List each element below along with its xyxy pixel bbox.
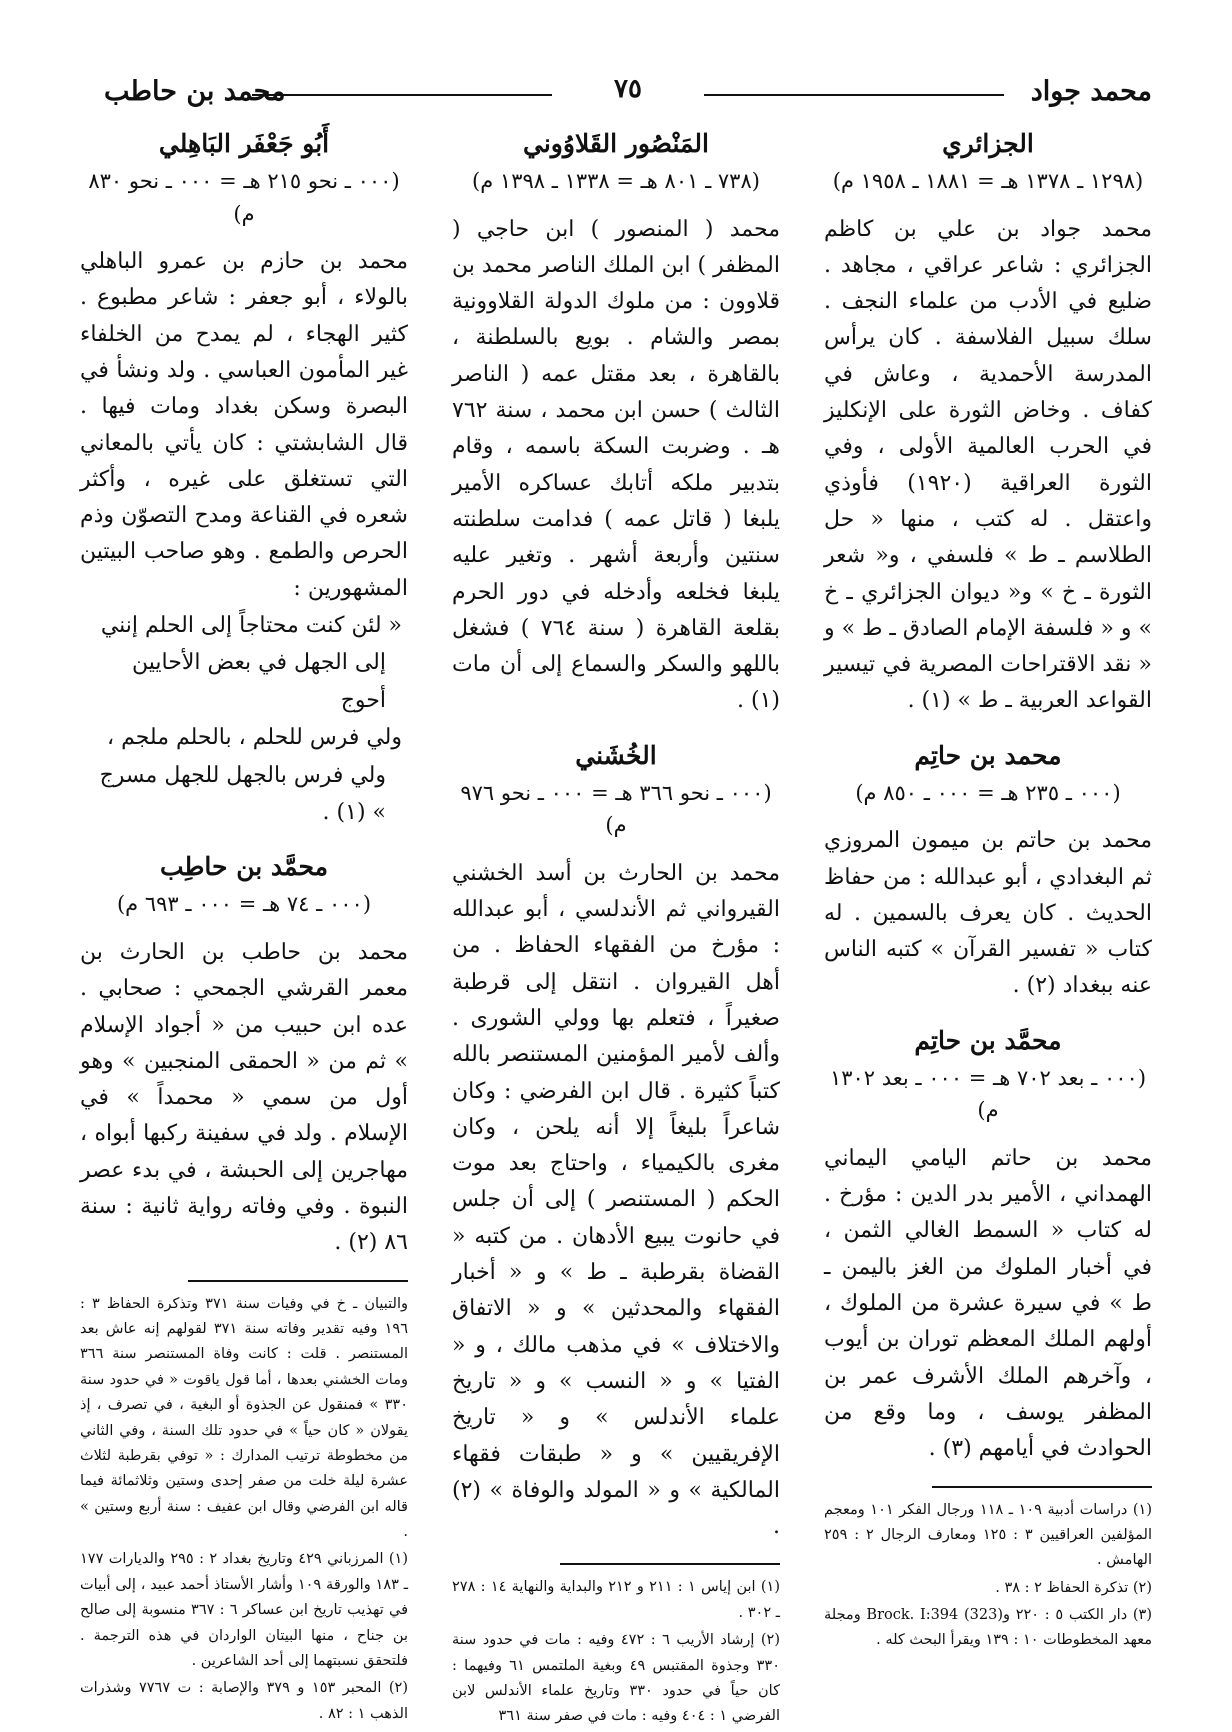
entry-dates: (٠٠٠ ـ ٢٣٥ هـ = ٠٠٠ ـ ٨٥٠ م) xyxy=(855,780,1121,805)
entry-mansur-qalawuni xyxy=(452,126,780,720)
column-left xyxy=(80,120,408,1729)
running-head-rule-right xyxy=(704,94,1004,96)
entry-ibn-hatim-marwazi xyxy=(824,738,1152,1005)
footnote: (٢) المحبر ١٥٣ و ٣٧٩ والإصابة : ت ٧٧٦٧ وشذرات الذهب ١ : ٨٢ . xyxy=(80,1680,408,1722)
verse-line: ولي فرس بالجهل للجهل مسرج » (١) . xyxy=(99,762,386,826)
entry-title: المَنْصُور القَلاوُوني xyxy=(523,129,709,158)
entry-khushani xyxy=(452,738,780,1546)
entry-title: محمد بن حاتِم xyxy=(914,740,1062,770)
entry-body: محمد ( المنصور ) ابن حاجي ( المظفر ) ابن الملك الناصر محمد بن قلاوون : من ملوك الدولة القلاوونية بمصر والشام . بويع بالسلطنة ، بالقاهرة ، بعد مقتل عمه ( الناصر الثالث ) حسن ابن محمد ، سنة ٧٦٢ هـ . وضربت السكة باسمه ، وقام بتدبير ملكه أتابك عساكره الأمير يلبغا ( قاتل عمه ) فدامت سلطنته سنتين وأربعة أشهر . وتغير عليه يلبغا فخلعه وأدخله في دور الحرم بقلعة القاهرة ( سنة ٧٦٤ ) فشغل باللهو والسكر والسماع إلى أن مات (١) . xyxy=(452,216,780,714)
entry-body: محمد بن حاتم اليامي اليماني الهمداني ، الأمير بدر الدين : مؤرخ . له كتاب « السمط الغالي الثمن ، في أخبار الملوك من الغز باليمن ـ ط » في سيرة عشرة من الملوك ، أولهم الملك المعظم توران بن أيوب ، وآخرهم الملك الأشرف عمر بن المظفر يوسف ، وما وقع من الحوادث في أيامهم (٣) . xyxy=(824,1145,1152,1462)
footnotes-middle xyxy=(452,1575,780,1729)
entry-dates: (٠٠٠ ـ نحو ٢١٥ هـ = ٠٠٠ ـ نحو ٨٣٠ م) xyxy=(88,169,400,226)
footnote: (١) ابن إياس ١ : ٢١١ و ٢١٢ والبداية والنهاية ١٤ : ٢٧٨ ـ ٣٠٢ . xyxy=(452,1579,780,1621)
footnote: والتبيان ـ خ في وفيات سنة ٣٧١ وتذكرة الحفاظ ٣ : ١٩٦ وفيه تقدير وفاته سنة ٣٧١ لقولهم إنه عاش بعد المستنصر . قلت : كانت وفاة المستنصر سنة ٣٦٦ ومات الخشني بعدها ، أما قول ياقوت « في حدود سنة ٣٣٠ » فمنقول عن الجذوة أو البغية ، في تصرف ، إذ يقولان « كان حياً » في حدود تلك السنة ، وفي الثاني من مخطوطة ترتيب المدارك : « توفي بقرطبة لثلاث عشرة ليلة خلت من صفر إحدى وستين وثلاثمائة فيما قاله ابن الفرضي وقال ابن عفيف : سنة أربع وستين » . xyxy=(80,1295,409,1540)
footnote: (١) المرزباني ٤٢٩ وتاريخ بغداد ٢ : ٢٩٥ والديارات ١٧٧ ـ ١٨٣ والورقة ١٠٩ وأشار الأستاذ أحمد عبيد ، إلى أبيات في تهذيب تاريخ ابن عساكر ٦ : ٣٦٧ منسوبة إلى صالح بن جناح ، منها البيتان الواردان في هذه الترجمة . فلتحقق نسبتهما إلى أحد الشاعرين . xyxy=(80,1551,408,1669)
entry-dates: (٠٠٠ ـ بعد ٧٠٢ هـ = ٠٠٠ ـ بعد ١٣٠٢ م) xyxy=(829,1065,1147,1123)
entry-body: محمد بن حاتم بن ميمون المروزي ثم البغدادي ، أبو عبدالله : من حفاظ الحديث . كان يعرف بالسمين . له كتاب « تفسير القرآن » كتبه الناس عنه ببغداد (٢) . xyxy=(824,828,1152,999)
verse-line: إلى الجهل في بعض الأحايين أحوج xyxy=(132,650,386,713)
entry-abu-jafar-bahili xyxy=(80,126,408,831)
entry-title: محمَّد بن حاطِب xyxy=(159,852,329,882)
running-head xyxy=(104,72,1152,112)
entry-body: محمد جواد بن علي بن كاظم الجزائري : شاعر عراقي ، مجاهد . ضليع في الأدب من علماء النجف . سلك سبيل الفلاسفة . كان يرأس المدرسة الأحمدية ، وعاش في كفاف . وخاض الثورة على الإنكليز في الحرب العالمية الأولى ، وفي الثورة العراقية (١٩٢٠) فأوذي واعتقل . له كتب ، منها « حل الطلاسم ـ ط » فلسفي ، و« شعر الثورة ـ خ » و« ديوان الجزائري ـ خ » و « فلسفة الإمام الصادق ـ ط » و « نقد الاقتراحات المصرية في تيسير القواعد العربية ـ ط » (١) . xyxy=(824,216,1152,714)
entry-title: الجزائري xyxy=(942,129,1034,158)
footnotes-left xyxy=(80,1292,408,1727)
entry-dates: (٠٠٠ ـ ٧٤ هـ = ٠٠٠ ـ ٦٩٣ م) xyxy=(116,892,372,917)
entry-title: أَبُو جَعْفَر البَاهِلي xyxy=(158,129,330,158)
verse-line: ولي فرس للحلم ، بالحلم ملجم ، xyxy=(106,725,402,751)
footnote: (٣) دار الكتب ٥ : ٢٢٠ و(323) Brock. I:394 ومجلة معهد المخطوطات ١٠ : ١٣٩ ويقرأ البحث كله . xyxy=(824,1607,1152,1649)
entry-body: محمد بن حاطب بن الحارث بن معمر القرشي الجمحي : صحابي . عده ابن حبيب من « أجواد الإسلام » ثم من « الحمقى المنجبين » وهو أول من سمي « محمداً » في الإسلام . ولد في سفينة ركبها أبواه ، مهاجرين إلى الحبشة ، في بدء عصر النبوة . وفي وفاته رواية ثانية : سنة ٨٦ (٢) . xyxy=(80,939,408,1256)
entry-dates: (١٢٩٨ ـ ١٣٧٨ هـ = ١٨٨١ ـ ١٩٥٨ م) xyxy=(832,169,1144,193)
footnote-divider xyxy=(932,1486,1152,1488)
footnote-divider xyxy=(188,1280,408,1282)
running-head-last-entry: محمد بن حاطب xyxy=(104,76,286,107)
column-right xyxy=(824,120,1152,1656)
running-head-rule-left xyxy=(252,94,552,96)
entry-body: محمد بن حازم بن عمرو الباهلي بالولاء ، أبو جعفر : شاعر مطبوع . كثير الهجاء ، لم يمدح من الخلفاء غير المأمون العباسي . ولد ونشأ في البصرة وسكن بغداد ومات فيها . قال الشابشتي : كان يأتي بالمعاني التي تستغلق على غيره ، وأكثر شعره في القناعة ومدح التصوّن وذم الحرص والطمع . وهو صاحب البيتين المشهورين : xyxy=(80,249,408,601)
page-number: ٧٥ xyxy=(600,74,656,104)
footnote: (٢) تذكرة الحفاظ ٢ : ٣٨ . xyxy=(995,1579,1152,1596)
entry-jazairi xyxy=(824,126,1152,720)
footnotes-right xyxy=(824,1498,1152,1654)
running-head-first-entry: محمد جواد xyxy=(1030,76,1152,107)
footnote: (١) دراسات أدبية ١٠٩ ـ ١١٨ ورجال الفكر ١٠١ ومعجم المؤلفين العراقيين ٣ : ١٢٥ ومعارف الرجال ٢ : ٢٥٩ الهامش . xyxy=(824,1501,1152,1569)
column-middle xyxy=(452,120,780,1732)
verse-line: « لئن كنت محتاجاً إلى الحلم إنني xyxy=(100,613,402,639)
entry-dates: (٠٠٠ ـ نحو ٣٦٦ هـ = ٠٠٠ ـ نحو ٩٧٦ م) xyxy=(460,780,772,838)
entry-ibn-hatim-yami xyxy=(824,1023,1152,1468)
entry-dates: (٧٣٨ ـ ٨٠١ هـ = ١٣٣٨ ـ ١٣٩٨ م) xyxy=(472,169,760,193)
footnote: (٢) إرشاد الأريب ٦ : ٤٧٢ وفيه : مات في حدود سنة ٣٣٠ وجذوة المقتبس ٤٩ وبغية الملتمس ٦١ وفيهما : كان حياً في حدود ٣٣٠ وتاريخ علماء الأندلس لابن الفرضي ١ : ٤٠٤ وفيه : مات في صفر سنة ٣٦١ xyxy=(452,1632,780,1725)
footnote-divider xyxy=(560,1563,780,1565)
poem-verses xyxy=(80,607,408,831)
entry-ibn-hatib xyxy=(80,849,408,1261)
entry-body: محمد بن الحارث بن أسد الخشني القيرواني ثم الأندلسي ، أبو عبدالله : مؤرخ من الفقهاء الحفاظ . من أهل القيروان . انتقل إلى قرطبة صغيراً ، فتعلم بها وولي الشورى . وألف لأمير المؤمنين المستنصر بالله كتباً كثيرة . قال ابن الفرضي : وكان شاعراً بليغاً إلا أنه يلحن ، وكان مغرى بالكيمياء ، واحتاج بعد موت الحكم ( المستنصر ) إلى أن جلس في حانوت يبيع الأدهان . من كتبه « القضاة بقرطبة ـ ط » و « أخبار الفقهاء والمحدثين » و « الاتفاق والاختلاف » في مذهب مالك ، و « الفتيا » و « النسب » و « تاريخ علماء الأندلس » و « تاريخ الإفريقيين » و « طبقات فقهاء المالكية » و « المولد والوفاة » (٢) . xyxy=(452,860,780,1540)
entry-title: الخُشَني xyxy=(575,740,657,770)
entry-title: محمَّد بن حاتِم xyxy=(914,1025,1062,1055)
